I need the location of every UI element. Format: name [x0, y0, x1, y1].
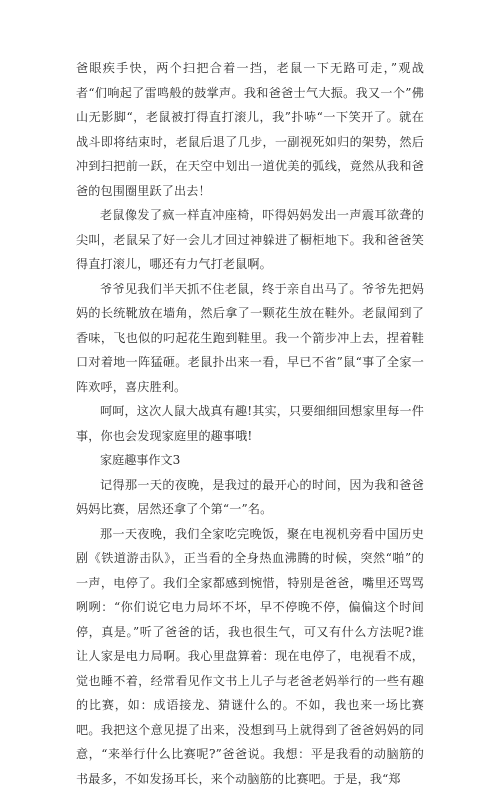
paragraph-conclusion: 呵呵，这次人鼠大战真有趣!其实，只要细细回想家里每一件事，你也会发现家庭里的趣事哦! — [76, 399, 424, 448]
paragraph-battle-end: 爸眼疾手快，两个扫把合着一挡，老鼠一下无路可走，”观战者“们响起了雷鸣般的鼓掌声。我和爸爸士气大振。我又一个”佛山无影脚“，老鼠被打得直打滚儿，我”扑哧“一下笑开了。就在战斗即将结束时，老鼠后退了几步，一副视死如归的架势，然后冲到扫把前一跃，在天空中划出一道优美的弧线，竟然从我和爸爸的包围圈里跃了出去！ — [76, 56, 424, 203]
document-body — [76, 56, 424, 791]
paragraph-mouse-escape: 老鼠像发了疯一样直冲座椅，吓得妈妈发出一声震耳欲聋的尖叫，老鼠呆了好一会儿才回过神躲进了橱柜地下。我和爸爸笑得直打滚儿，哪还有力气打老鼠啊。 — [76, 203, 424, 277]
paragraph-happiest-night: 记得那一天的夜晚，是我过的最开心的时间，因为我和爸爸妈妈比赛，居然还拿了个第“一”名。 — [76, 473, 424, 522]
paragraph-power-outage: 那一天夜晚，我们全家吃完晚饭，聚在电视机旁看中国历史剧《铁道游击队》，正当看的全身热血沸腾的时候，突然“啪”的一声，电停了。我们全家都感到惋惜，特别是爸爸，嘴里还骂骂咧咧：“你们说它电力局坏不坏，早不停晚不停，偏偏这个时间停，真是。”听了爸爸的话，我也很生气，可又有什么方法呢?谁让人家是电力局啊。我心里盘算着：现在电停了，电视看不成，觉也睡不着，经常看见作文书上儿子与老爸老妈举行的一些有趣的比赛，如：成语接龙、猜谜什么的。不如，我也来一场比赛吧。我把这个意见提了出来，没想到马上就得到了爸爸妈妈的同意，“来举行什么比赛呢?”爸爸说。我想：平是我看的动脑筋的书最多，不如发扬耳长，来个动脑筋的比赛吧。于是，我“郑 — [76, 522, 424, 791]
essay-heading: 家庭趣事作文3 — [76, 448, 424, 473]
paragraph-grandpa-catch: 爷爷见我们半天抓不住老鼠，终于亲自出马了。爷爷先把妈妈的长统靴放在墙角，然后拿了一颗花生放在鞋外。老鼠闻到了香味，飞也似的叼起花生跑到鞋里。我一个箭步冲上去，捏着鞋口对着地一阵猛砸。老鼠扑出来一看，早已不省”鼠“事了全家一阵欢呼，喜庆胜利。 — [76, 277, 424, 400]
